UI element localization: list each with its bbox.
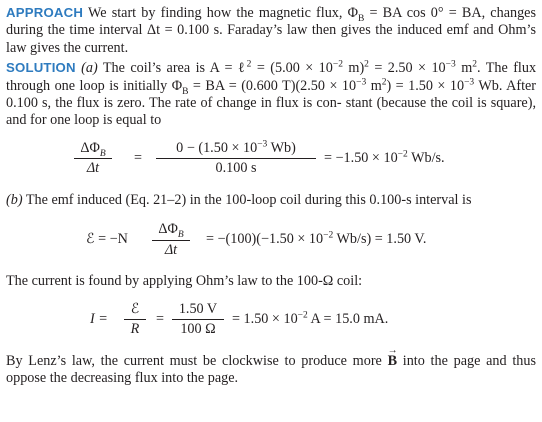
fraction-denominator: R (130, 321, 140, 338)
result-unit: Wb/s. (411, 149, 445, 166)
subscript: B (182, 86, 189, 97)
calculation-result: Wb/s) = 1.50 V. (336, 231, 427, 248)
fraction-bar (124, 319, 146, 320)
magnetic-field-vector: → B (388, 353, 397, 369)
fraction-numerator: 1.50 V (178, 300, 218, 317)
superscript: −2 (332, 59, 343, 70)
calculation-text: = −(100)(−1.50 × 10 (206, 231, 324, 248)
solution-line2d: ) = (386, 77, 404, 94)
fraction-numerator (156, 140, 316, 157)
superscript: 2 (472, 59, 477, 70)
superscript: −2 (297, 309, 308, 320)
fraction-dphi-dt (74, 140, 112, 178)
solution-line1: The coil’s area is A = ℓ (102, 60, 247, 77)
solution-line1e: m (461, 60, 473, 77)
superscript: −3 (464, 76, 475, 87)
lenz-text: By Lenz’s law, the current must be clockwise to produce more (6, 352, 388, 369)
superscript: −2 (397, 149, 408, 160)
fraction-dphi-dt (152, 221, 190, 259)
solution-line2: The flux through one loop is initially Φ (6, 60, 537, 94)
equals-sign: = (156, 310, 165, 327)
superscript: −2 (323, 230, 334, 241)
result-unit: A = 15.0 mA. (310, 310, 389, 327)
subscript: B (357, 13, 365, 24)
part-b-text: The emf induced (Eq. 21–2) in the 100-loop coil during this 0.100-s interval is (25, 191, 472, 208)
result-text: = −1.50 × 10 (324, 149, 398, 166)
approach-paragraph (6, 4, 536, 57)
equation-result (324, 150, 445, 167)
solution-line1b: = (5.00 × 10 (256, 60, 333, 77)
subscript: B (99, 148, 106, 159)
equation-emf (6, 215, 536, 273)
part-b-label: (b) (6, 191, 23, 208)
numerator-text: ΔΦ (80, 139, 100, 156)
fraction-numerator (74, 140, 112, 157)
fraction-denominator: Δt (86, 160, 100, 177)
solution-paragraph: SOLUTION (a) The coil’s area is A = ℓ$^2$ = ($5.00 \times 10^{-2}$ $m)^2 = 2.50 \times 10^{-3}$ $m^2$. The flux through one loop is initially $\Phi_B$ = BA = (0.600 $T)(2.50 \times 10^{-3}$ $m^2) = 1.50 \times 10^{-3}$ Wb. After 0.100 s, the flux is zero. The rate of change in flux is con- stant (because the coil is square), and for one loop is equal to (6, 59, 537, 129)
numerator-text: ΔΦ (158, 221, 178, 238)
numerator-unit: Wb) (270, 139, 296, 156)
fraction-bar (172, 319, 224, 320)
part-b-paragraph (6, 192, 536, 209)
emf-calculation (206, 231, 426, 248)
solution-line1d: = 2.50 × 10 (374, 60, 446, 77)
equals-sign: = (134, 149, 143, 166)
numerator-text: 0 − (1.50 × 10 (176, 139, 258, 156)
result-text: = 1.50 × 10 (232, 310, 298, 327)
superscript: −3 (445, 59, 456, 70)
solution-line1c: m) (348, 60, 365, 77)
fraction-denominator: 0.100 s (215, 160, 257, 177)
solution-line4: stant (because the coil is square), and for one loop is equal to (6, 95, 536, 129)
fraction-bar (152, 240, 190, 241)
solution-line3b: Wb. After 0.100 s, the flux is zero. The rate of change in flux is con- (6, 77, 537, 112)
approach-heading: APPROACH (6, 5, 84, 20)
fraction-bar (156, 158, 316, 159)
solution-line2c: m (370, 77, 382, 94)
approach-text-cont: = BA cos 0° = BA, changes during the time interval Δt = 0.100 s. Faraday’s law then gives the induced emf and Ohm’s law gives the current. (6, 5, 536, 56)
superscript: −3 (356, 76, 367, 87)
equation-flux-rate (6, 136, 536, 192)
solution-line2b: = BA = (0.600 T)(2.50 × 10 (192, 77, 357, 94)
superscript: 2 (364, 59, 369, 70)
fraction-emf-resistance (124, 301, 146, 339)
superscript: −3 (257, 139, 268, 150)
superscript: 2 (246, 59, 252, 70)
superscript: 2 (381, 76, 387, 87)
emf-lhs: ℰ = −N (86, 231, 128, 248)
equation-current (6, 295, 536, 351)
fraction-voltage-resistance (172, 301, 224, 339)
current-paragraph: The current is found by applying Ohm’s law to the 100-Ω coil: (6, 273, 363, 290)
fraction-bar (74, 158, 112, 159)
current-lhs: I = (90, 310, 108, 327)
fraction-denominator: 100 Ω (180, 321, 216, 338)
lenz-text-cont: into the page and thus oppose the decreasing flux into the page. (6, 352, 536, 387)
fraction-numerator (152, 221, 190, 241)
approach-text: We start by finding how the magnetic flux, Φ (87, 5, 358, 21)
fraction-denominator: Δt (164, 241, 178, 258)
solution-line3: 1.50 × 10 (408, 77, 465, 94)
part-a-label: (a) (81, 60, 98, 77)
fraction-flux-change (156, 140, 316, 178)
lenz-paragraph (6, 353, 536, 388)
current-result (232, 311, 388, 328)
fraction-numerator: ℰ (130, 300, 140, 317)
solution-heading: SOLUTION (6, 60, 76, 76)
subscript: B (177, 230, 184, 241)
